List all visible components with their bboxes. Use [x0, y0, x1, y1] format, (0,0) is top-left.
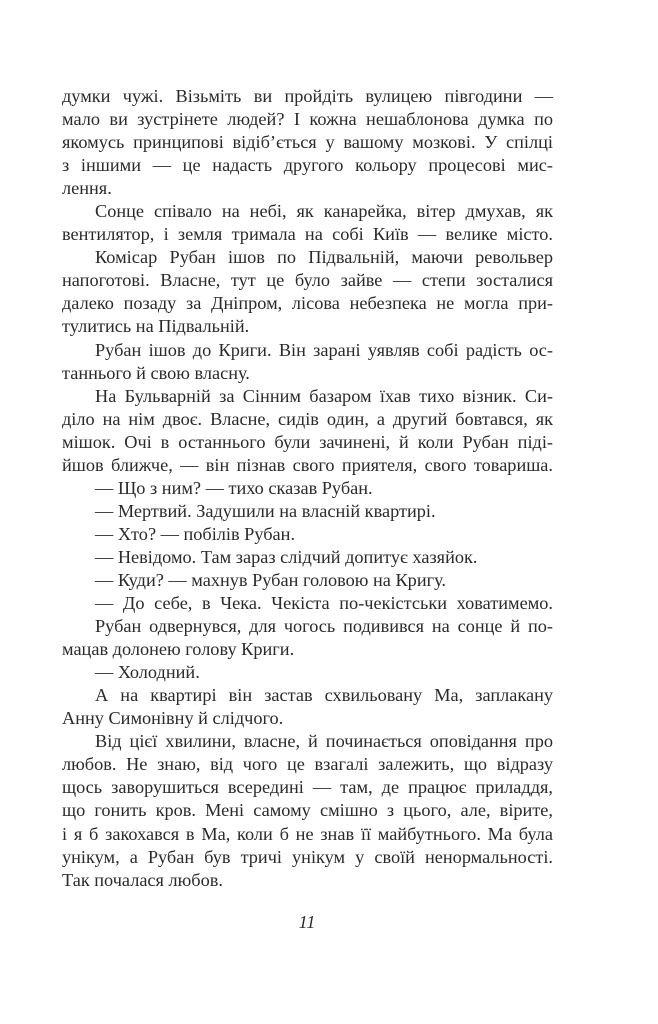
text-line: Сонце співало на небі, як канарейка, вітер дмухав, як	[95, 201, 553, 222]
text-line: що гонить кров. Мені самому смішно з цього, але, вірите,	[62, 800, 553, 821]
page-number: 11	[298, 912, 316, 932]
text-line: — Що з ним? — тихо сказав Рубан.	[95, 477, 373, 498]
text-line: таннього й свою власну.	[62, 362, 250, 383]
text-line: мацав долонею голову Криги.	[62, 639, 295, 660]
text-line: А на квартирі він застав схвильовану Ма, заплакану	[95, 685, 553, 706]
text-line: з іншими — це надасть другого кольору процесові мис-	[62, 155, 553, 176]
text-line: мішок. Очі в останнього були зачинені, й коли Рубан піді-	[62, 431, 553, 452]
text-line: Комісар Рубан ішов по Підвальній, маючи револьвер	[95, 247, 553, 268]
body-text	[62, 85, 553, 892]
text-line: діло на нім двоє. Власне, сидів один, а другий бовтався, як	[62, 408, 553, 429]
text-line: йшов ближче, — він пізнав свого приятеля, свого товариша.	[62, 454, 553, 475]
text-line: далеко позаду за Дніпром, лісова небезпека не могла при-	[62, 293, 553, 314]
text-line: мало ви зустрінете людей? І кожна нешаблонова думка по	[62, 109, 553, 130]
text-line: тулитись на Підвальній.	[62, 316, 250, 337]
text-line: — Холодний.	[95, 662, 200, 683]
text-line: Рубан ішов до Криги. Він зарані уявляв собі радість ос-	[95, 339, 553, 360]
text-line: — Куди? — махнув Рубан головою на Кригу.	[95, 569, 446, 590]
text-line: напоготові. Власне, тут це було зайве — степи зосталися	[62, 270, 553, 291]
text-line: — Мертвий. Задушили на власній квартирі.	[95, 500, 436, 521]
text-line: Рубан одвернувся, для чогось подивився на сонце й по-	[95, 616, 553, 637]
text-line: — Невідомо. Там зараз слідчий допитує хазяйок.	[95, 546, 478, 567]
text-line: любов. Не знаю, від чого це взагалі залежить, що відразу	[62, 754, 553, 775]
text-line: щось заворушиться всередині — там, де працює приладдя,	[62, 777, 553, 798]
text-line: Так почалася любов.	[62, 869, 223, 890]
text-line: Від цієї хвилини, власне, й починається оповідання про	[95, 731, 553, 752]
text-line: і я б закохався в Ма, коли б не знав її майбутнього. Ма була	[62, 823, 553, 844]
text-line: На Бульварній за Сінним базаром їхав тихо візник. Си-	[95, 385, 553, 406]
text-line: вентилятор, і земля тримала на собі Київ — велике місто.	[62, 224, 553, 245]
text-line: — Хто? — побілів Рубан.	[95, 523, 296, 544]
text-line: Анну Симонівну й слідчого.	[62, 708, 284, 729]
text-line: лення.	[62, 178, 112, 199]
text-line: унікум, а Рубан був тричі унікум у своїй ненормальності.	[62, 846, 553, 867]
text-line: думки чужі. Візьміть ви пройдіть вулицею півгодини —	[62, 86, 553, 106]
text-line: — До себе, в Чека. Чекіста по-чекістськи ховатимемо.	[95, 593, 553, 614]
text-line: якомусь принципові відіб’ється у вашому мозкові. У спілці	[62, 132, 553, 153]
